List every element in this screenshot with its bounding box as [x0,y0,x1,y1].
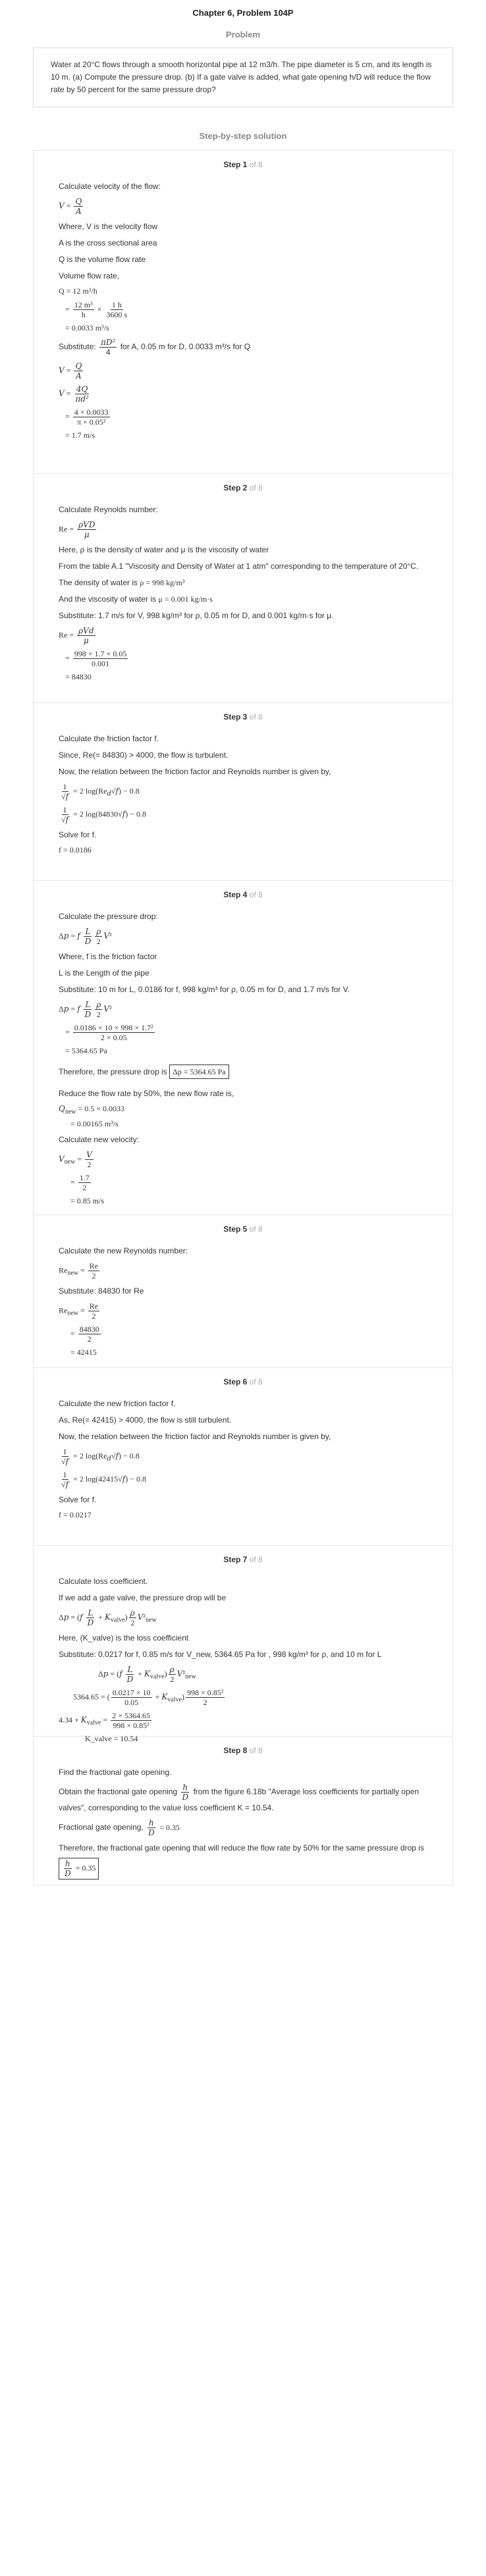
equation: f = 0.0217 [59,1510,92,1519]
step-header: Step 5 of 8 [223,1224,263,1234]
step-text: Substitute: $\frac{\text{πD²}}{4}$ for A, 0.05 m for D, 0.0033 m³/s for Q [59,338,251,357]
equation: V = $\frac{4Q}{\text{πd²}}$ [59,384,89,404]
equation: $\frac{1}{√f}$ = 2 $\log(Re_d√f) - 0.8$ [61,782,140,801]
step-2 [33,474,453,703]
equation: = $\frac{\text{0.0186 × 10 × 998 × 1.7²}}{2 \times 0.05}$ [65,1023,153,1042]
step-8 [33,1737,453,1885]
equation: = 5364.65 Pa [65,1046,107,1055]
step-text: Obtain the fractional gate opening $\frac{h}{D}$ from the figure 6.18b "Average loss coefficients for partially open valves", corresponding to the value loss coefficient K = 10.54. [59,1783,419,1812]
step-text: Solve for f. [59,830,97,839]
equation: 5364.65 = ( $\frac{0.0217 \times 10}{0.05}$ + $K_{valve}$) $\frac{\text{998 × 0.85²}}{2}$ [73,1688,224,1707]
solution-heading: Step-by-step solution [199,131,287,141]
equation: $V_{new}$ = $\frac{V}{2}$ [59,1150,92,1170]
step-text: Calculate velocity of the flow: [59,182,161,191]
equation: = $\frac{4 \times 0.0033}{\text{π × 0.05²}}$ [65,407,109,427]
step-text: L is the Length of the pipe [59,968,149,978]
step-text: Q is the volume flow rate [59,255,146,264]
step-text: Substitute: 10 m for L, 0.0186 for f, 998 kg/m³ for ρ, 0.05 m for D, and 1.7 m/s for V. [59,985,350,994]
equation: Δp = (f $\frac{L}{D}$ + $K_{valve}$) $\frac{\rho}{2}$ $V^2_{new}$ [59,1608,157,1627]
step-header: Step 1 of 8 [223,160,263,169]
equation: Δp = (f $\frac{L}{D}$ + $K_{valve}$) $\frac{\rho}{2}$ $V^2_{new}$ [98,1665,196,1684]
equation: = 0.0033 m³/s [65,323,109,332]
step-5 [33,1215,453,1368]
step-text: Calculate new velocity: [59,1135,140,1145]
step-header: Step 8 of 8 [223,1746,263,1755]
step-text: As, Re(= 42415) > 4000, the flow is still turbulent. [59,1415,232,1425]
step-header: Step 4 of 8 [223,890,263,899]
equation: K_valve = 10.54 [85,1734,138,1743]
problem-heading: Problem [225,30,260,39]
equation: $Q_{new} = 0.5 \times 0.0033$ [59,1104,125,1116]
step-6 [33,1368,453,1546]
step-text: Reduce the flow rate by 50%, the new flow rate is, [59,1089,234,1098]
step-text: Volume flow rate, [59,271,120,280]
problem-text: Water at 20°C flows through a smooth horizontal pipe at 12 m3/h. The pipe diameter is 5 cm, and its length is 10 m. (a) Compute the pressure drop. (b) If a gate valve is added, what gate opening h/D will reduce the flow rate by 50 percent for the same pressure drop? [51,60,432,94]
step-text: The density of water is ρ = 998 kg/m³ [59,578,185,587]
equation: $\frac{1}{√f}$ = 2 log(42415√f) − 0.8 [61,1470,146,1489]
step-text: Substitute: 0.0217 for f, 0.85 m/s for V_new, 5364.65 Pa for , 998 kg/m³ for ρ, and 10 m for L [59,1650,382,1659]
step-text: Here, ρ is the density of water and μ is the viscosity of water [59,545,269,554]
equation: = 84830 [65,672,92,681]
step-4 [33,881,453,1215]
step-text: Fractional gate opening, $\frac{h}{D}$ = 0.35 [59,1818,180,1837]
step-7 [33,1546,453,1743]
step-text: Where, f is the friction factor [59,952,157,961]
step-text: Calculate the friction factor f. [59,734,159,743]
equation: V = $\frac{Q}{A}$ [59,361,82,381]
equation: = 0.85 m/s [70,1196,105,1206]
step-header: Step 7 of 8 [223,1555,263,1564]
step-text: And the viscosity of water is μ = 0.001 kg/m·s [59,594,213,604]
equation: V = $\frac{Q}{A}$ [59,197,82,216]
equation: $\frac{1}{√f}$ = 2 $\log(Re_d√f) - 0.8$ [61,1447,140,1466]
equation: Re = ρVd μ [59,626,94,645]
equation: = $\frac{998 \times 1.7 \times 0.05}{0.001}$ [65,649,127,668]
step-text: Now, the relation between the friction factor and Reynolds number is given by, [59,1432,331,1441]
equation: = 0.00165 m³/s [70,1119,119,1129]
step-text: Substitute: 1.7 m/s for V, 998 kg/m³ for ρ, 0.05 m for D, and 0.001 kg/m·s for μ. [59,611,334,620]
step-text: Calculate loss coefficient. [59,1577,148,1586]
equation: $\frac{1}{√f}$ = 2 log(84830√f) − 0.8 [61,805,146,824]
equation: Q = 12 m³/h [59,286,97,296]
step-text: Since, Re(= 84830) > 4000, the flow is turbulent. [59,750,229,760]
equation: Δp = f $\frac{L}{D}$ $\frac{\rho}{2}$ V² [59,1000,112,1019]
page-title: Chapter 6, Problem 104P [192,8,294,18]
equation: $Re_{new}$ = $\frac{Re}{2}$ [59,1261,99,1280]
step-text: Calculate the new friction factor f. [59,1399,176,1408]
step-text: Therefore, the pressure drop is Δp = 5364.65 Pa [59,1061,427,1083]
step-header: Step 6 of 8 [223,1377,263,1386]
step-text: From the table A.1 "Viscosity and Density of Water at 1 atm" corresponding to the temperature of 20°C. [59,562,419,571]
step-text: Calculate the new Reynolds number: [59,1246,188,1255]
step-text: Solve for f. [59,1495,97,1504]
step-text: Calculate the pressure drop: [59,912,158,921]
equation: f = 0.0186 [59,845,92,854]
step-3 [33,703,453,881]
step-text: Substitute: 84830 for Re [59,1286,144,1296]
step-header: Step 3 of 8 [223,712,263,722]
equation: Δp = f $\frac{L}{D}$ $\frac{\rho}{2}$ V² [59,927,112,946]
equation: Re = ρVD μ [59,520,95,539]
step-text: Find the fractional gate opening. [59,1768,172,1777]
step-header: Step 2 of 8 [223,483,263,492]
equation: = $\frac{84830}{2}$ [70,1325,99,1344]
equation: $4.34 + K_{valve}$ = $\frac{2 \times 5364.65}{\text{998 × 0.85²}}$ [59,1711,150,1730]
step-text: Here, (K_valve) is the loss coefficient [59,1633,189,1643]
problem-box [33,47,453,107]
equation: $Re_{new}$ = $\frac{Re}{2}$ [59,1301,99,1321]
step-1 [33,150,453,474]
equation: = $\frac{\text{12 m³}}{h}$ × $\frac{1 h}{3600 s}$ [65,300,128,319]
step-text: If we add a gate valve, the pressure drop will be [59,1593,227,1602]
equation: = 1.7 m/s [65,431,95,440]
equation: = 42415 [70,1348,97,1357]
step-text: Calculate Reynolds number: [59,505,158,514]
step-text: Where, V is the velocity flow [59,222,158,231]
step-text: A is the cross sectional area [59,238,157,248]
step-text: Now, the relation between the friction factor and Reynolds number is given by, [59,767,331,776]
step-text: Therefore, the fractional gate opening that will reduce the flow rate by 50% for the same pressure drop is $\frac{h}{D}$ = 0.35 [59,1843,424,1878]
equation: = $\frac{1.7}{2}$ [70,1173,90,1193]
